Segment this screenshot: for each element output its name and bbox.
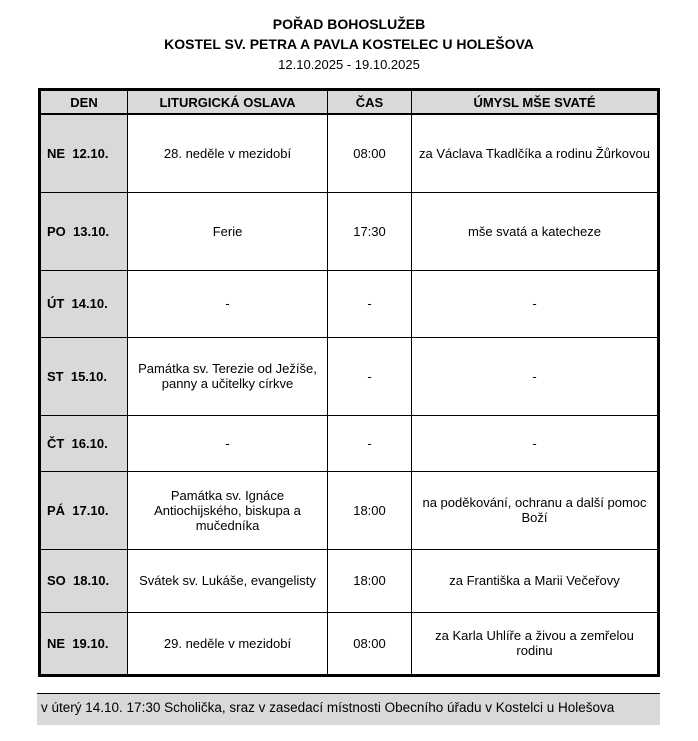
celebration-cell: 28. neděle v mezidobí [128, 114, 328, 192]
table-row [40, 471, 659, 549]
document-title: POŘAD BOHOSLUŽEB [272, 16, 426, 32]
time-cell: 18:00 [328, 471, 412, 549]
intention-cell: za Václava Tkadlčíka a rodinu Žůrkovou [412, 114, 659, 192]
intention-cell: - [412, 337, 659, 415]
column-header-umysl: ÚMYSL MŠE SVATÉ [412, 90, 659, 115]
table-row [40, 337, 659, 415]
time-cell: 17:30 [328, 192, 412, 270]
celebration-cell: - [128, 415, 328, 471]
table-header-row [40, 90, 659, 115]
table-row [40, 270, 659, 337]
time-cell: - [328, 415, 412, 471]
day-cell: ČT 16.10. [40, 415, 128, 471]
church-name: KOSTEL SV. PETRA A PAVLA KOSTELEC U HOLEŠOVA [164, 36, 534, 53]
time-cell: 08:00 [328, 114, 412, 192]
celebration-cell: - [128, 270, 328, 337]
document-header [38, 14, 660, 74]
mass-schedule-table [38, 88, 660, 677]
celebration-cell: Památka sv. Terezie od Ježíše, panny a učitelky církve [128, 337, 328, 415]
day-cell: ST 15.10. [40, 337, 128, 415]
celebration-cell: Památka sv. Ignáce Antiochijského, biskupa a mučedníka [128, 471, 328, 549]
day-cell: ÚT 14.10. [40, 270, 128, 337]
intention-cell: na poděkování, ochranu a další pomoc Boží [412, 471, 659, 549]
date-range: 12.10.2025 - 19.10.2025 [278, 56, 420, 72]
table-row [40, 192, 659, 270]
intention-cell: - [412, 270, 659, 337]
day-cell: PÁ 17.10. [40, 471, 128, 549]
celebration-cell: 29. neděle v mezidobí [128, 612, 328, 675]
column-header-den: DEN [40, 90, 128, 115]
day-cell: PO 13.10. [40, 192, 128, 270]
time-cell: - [328, 337, 412, 415]
intention-cell: za Karla Uhlíře a živou a zemřelou rodinu [412, 612, 659, 675]
table-row [40, 549, 659, 612]
time-cell: - [328, 270, 412, 337]
celebration-cell: Svátek sv. Lukáše, evangelisty [128, 549, 328, 612]
column-header-cas: ČAS [328, 90, 412, 115]
celebration-cell: Ferie [128, 192, 328, 270]
table-row [40, 114, 659, 192]
day-cell: SO 18.10. [40, 549, 128, 612]
footer-note: v úterý 14.10. 17:30 Scholička, sraz v zasedací místnosti Obecního úřadu v Kostelci u Holešova [37, 693, 660, 726]
intention-cell: - [412, 415, 659, 471]
time-cell: 18:00 [328, 549, 412, 612]
intention-cell: mše svatá a katecheze [412, 192, 659, 270]
day-cell: NE 19.10. [40, 612, 128, 675]
time-cell: 08:00 [328, 612, 412, 675]
column-header-liturgicka-oslava: LITURGICKÁ OSLAVA [128, 90, 328, 115]
table-row [40, 612, 659, 675]
intention-cell: za Františka a Marii Večeřovy [412, 549, 659, 612]
table-row [40, 415, 659, 471]
day-cell: NE 12.10. [40, 114, 128, 192]
